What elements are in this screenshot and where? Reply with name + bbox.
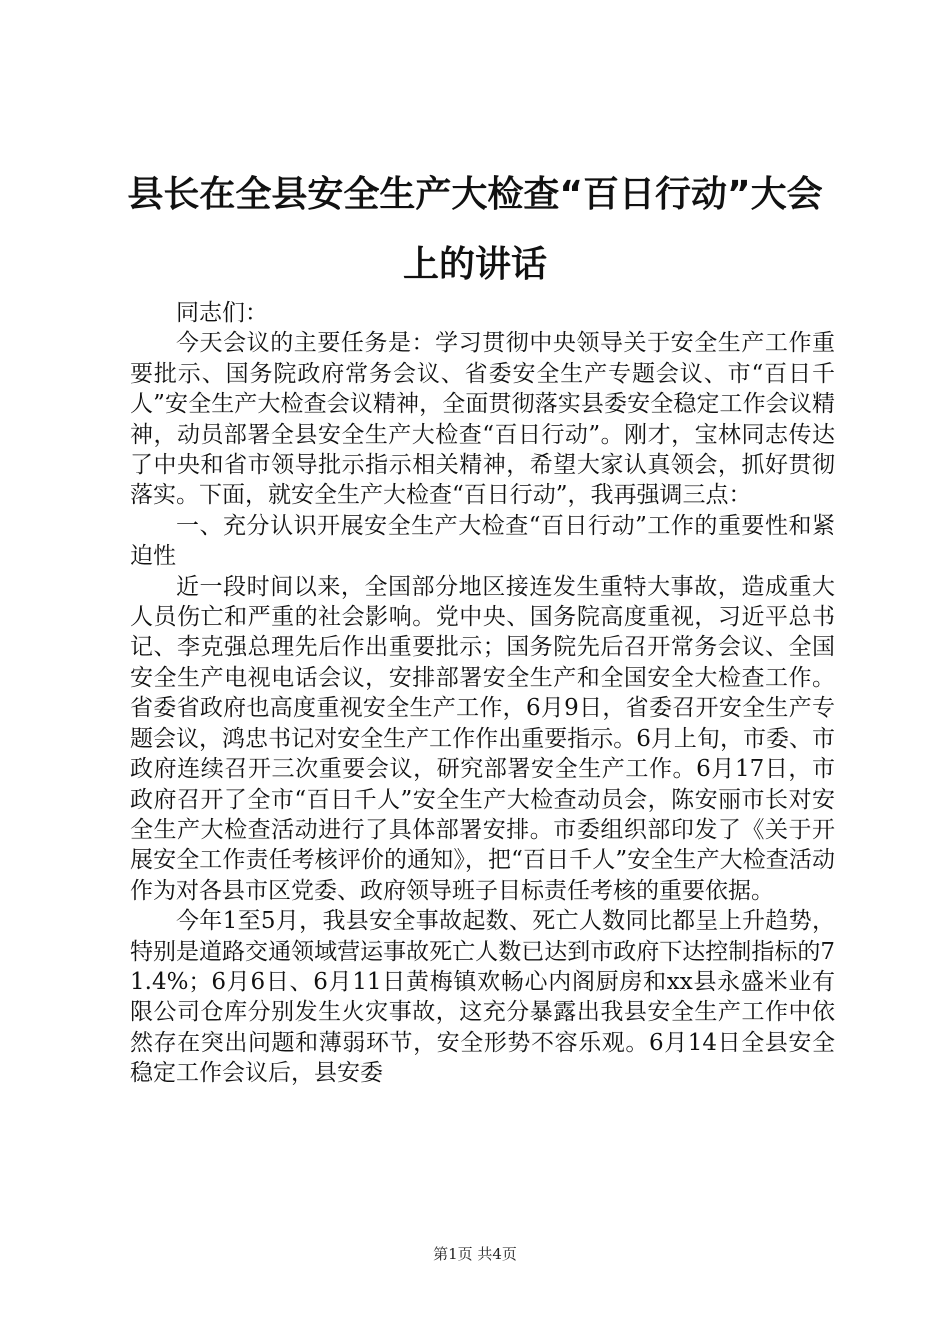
salutation: 同志们：: [176, 300, 268, 326]
document-title: 县长在全县安全生产大检查“百日行动”大会上的讲话: [127, 174, 823, 285]
document-body: [130, 298, 835, 1089]
section-heading-1: 一、充分认识开展安全生产大检查“百日行动”工作的重要性和紧迫性: [130, 512, 835, 570]
page-footer: 第1页 共4页: [433, 1245, 517, 1263]
paragraph-intro: 今天会议的主要任务是：学习贯彻中央领导关于安全生产工作重要批示、国务院政府常务会议、省委安全生产专题会议、市“百日千人”安全生产大检查会议精神，全面贯彻落实县委安全稳定工作会议精神，动员部署全县安全生产大检查“百日行动”。刚才，宝林同志传达了中央和省市领导批示指示相关精神，希望大家认真领会，抓好贯彻落实。下面，就安全生产大检查“百日行动”，我再强调三点：: [130, 330, 835, 509]
paragraph-local-situation: 今年1至5月，我县安全事故起数、死亡人数同比都呈上升趋势，特别是道路交通领域营运事故死亡人数已达到市政府下达控制指标的71.4%；6月6日、6月11日黄梅镇欢畅心内阁厨房和xx县永盛米业有限公司仓库分别发生火灾事故，这充分暴露出我县安全生产工作中依然存在突出问题和薄弱环节，安全形势不容乐观。6月14日全县安全稳定工作会议后，县安委: [130, 908, 835, 1087]
paragraph-background: 近一段时间以来，全国部分地区接连发生重特大事故，造成重大人员伤亡和严重的社会影响。党中央、国务院高度重视，习近平总书记、李克强总理先后作出重要批示；国务院先后召开常务会议、全国安全生产电视电话会议，安排部署安全生产和全国安全大检查工作。省委省政府也高度重视安全生产工作，6月9日，省委召开安全生产专题会议，鸿忠书记对安全生产工作作出重要指示。6月上旬，市委、市政府连续召开三次重要会议，研究部署安全生产工作。6月17日，市政府召开了全市“百日千人”安全生产大检查动员会，陈安丽市长对安全生产大检查活动进行了具体部署安排。市委组织部印发了《关于开展安全工作责任考核评价的通知》，把“百日千人”安全生产大检查活动作为对各县市区党委、政府领导班子目标责任考核的重要依据。: [130, 573, 835, 904]
